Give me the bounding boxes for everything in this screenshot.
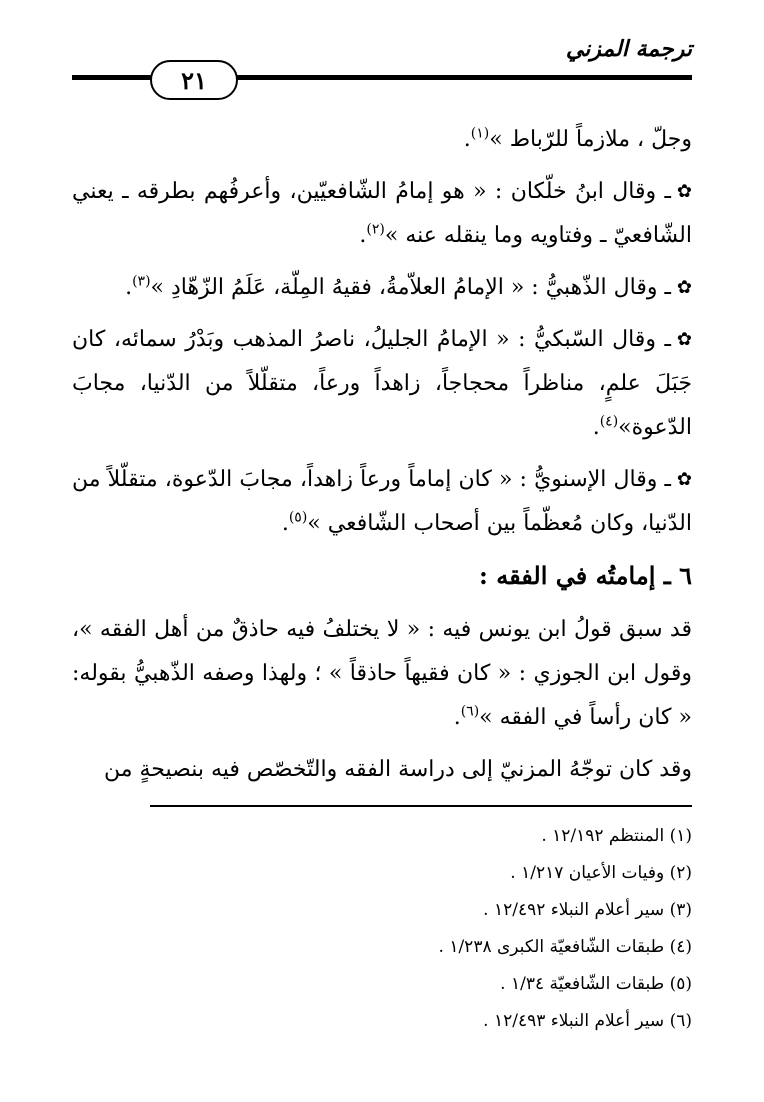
footnotes: [132, 818, 692, 1040]
footnote-ref-6: (٦): [460, 703, 480, 720]
footnote-ref-1: (١): [470, 125, 490, 142]
paragraph-3: ✿ـ وقال الذّهبيُّ : « الإمامُ العلاّمةُ، فقيهُ المِلّة، عَلَمُ الزّهّادِ »$^{(٣)}$.: [72, 266, 692, 310]
footnote-3: (٣) سير أعلام النبلاء ١٢/٤٩٢ .: [483, 900, 692, 920]
footnote-6: (٦) سير أعلام النبلاء ١٢/٤٩٣ .: [483, 1011, 692, 1031]
paragraph-1: وجلّ ، ملازماً للرّباط »$^{(١)}$.: [463, 125, 692, 152]
footnote-ref-4: (٤): [599, 413, 619, 430]
running-title: ترجمة المزني: [565, 36, 692, 62]
footnote-2: (٢) وفيات الأعيان ١/٢١٧ .: [510, 863, 692, 883]
flower-bullet-icon: ✿: [676, 181, 692, 202]
footnote-ref-5: (٥): [288, 509, 308, 526]
footnote-1: (١) المنتظم ١٢/١٩٢ .: [541, 826, 692, 846]
paragraph-2: ✿ـ وقال ابنُ خلّكان : « هو إمامُ الشّافعيّين، وأعرفُهم بطرقه ـ يعني الشّافعيّ ـ وفتاويه وما ينقله عنه »$^{(٢)}$.: [72, 170, 692, 258]
footnote-5: (٥) طبقات الشّافعيّة ١/٣٤ .: [500, 974, 692, 994]
paragraph-7: وقد كان توجّهُ المزنيّ إلى دراسة الفقه والتّخصّص فيه بنصيحةٍ من: [103, 757, 692, 782]
flower-bullet-icon: ✿: [676, 329, 692, 350]
paragraph-6: قد سبق قولُ ابن يونس فيه : « لا يختلفُ فيه حاذقٌ من أهل الفقه »، وقول ابن الجوزي : « كان فقيهاً حاذقاً » ؛ ولهذا وصفه الذّهبيُّ بقوله: « كان رأساً في الفقه »$^{(٦)}$.: [72, 617, 692, 730]
main-text: [72, 118, 692, 800]
flower-bullet-icon: ✿: [676, 469, 692, 490]
footnote-ref-3: (٣): [132, 273, 151, 290]
section-heading: ٦ ـ إمامتُه في الفقه :: [479, 561, 692, 590]
footnote-ref-2: (٢): [366, 221, 385, 238]
flower-bullet-icon: ✿: [676, 277, 692, 298]
paragraph-4: ✿ـ وقال السّبكيُّ : « الإمامُ الجليلُ، ناصرُ المذهب وبَدْرُ سمائه، كان جَبَلَ علمٍ، مناظراً محجاجاً، زاهداً ورعاً، متقلّلاً من الدّنيا، مجابَ الدّعوة»$^{(٤)}$.: [72, 318, 692, 450]
footnote-rule: [150, 805, 692, 807]
paragraph-5: ✿ـ وقال الإسنويُّ : « كان إماماً ورعاً زاهداً، مجابَ الدّعوة، متقلّلاً من الدّنيا، وكان مُعظّماً بين أصحاب الشّافعي »$^{(٥)}$.: [72, 458, 692, 546]
page-number: ٢١: [150, 60, 238, 100]
footnote-4: (٤) طبقات الشّافعيّة الكبرى ١/٢٣٨ .: [438, 937, 692, 957]
